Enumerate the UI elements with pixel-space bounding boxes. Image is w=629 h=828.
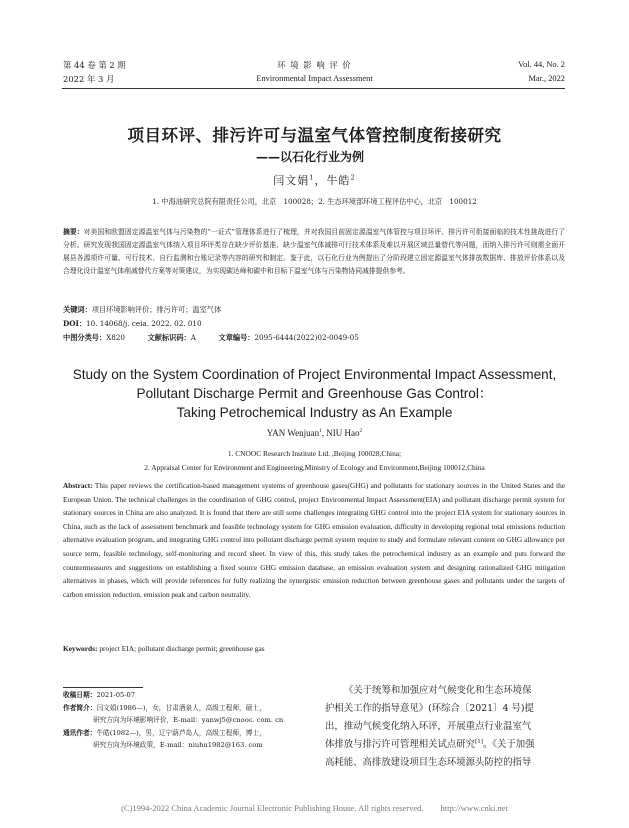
footnotes	[63, 689, 308, 752]
author-2-en: NIU Hao	[326, 428, 360, 438]
header-journal-en: Environmental Impact Assessment	[256, 74, 373, 83]
body-line-5: 高耗能、高排放建设项目生态环境源头防控的指导	[325, 757, 532, 768]
corresponding-author-line-2: 研究方向为环境政策，E-mail：niuhu1982@163. com	[93, 741, 263, 749]
abstract-cn-text: 对美国和欧盟固定源温室气体与污染物的“一证式”管理体系进行了梳理，并对我国目前固定源温室气体管控与项目环评、排污许可衔接面临的技术性挑战进行了分析。研究发现我国固定源温室气体纳入项目环评类存在缺少评价基准、缺少温室气体减排可行技术体系及难以开展区域总量替代等问题，而纳入排污许可则需全面开展县各源项许可量、可行技术、自行监测和台账记录等内容的研究和制定。鉴于此，以石化行业为例提出了分阶段建立固定源温室气体排放数据库、排放评价体系以及合理化设计温室气体削减替代方案等对策建议，为实现碳达峰和碳中和目标下温室气体与污染物协同减排提供参考。	[63, 228, 565, 275]
body-line-3: 出，推动气候变化纳入环评，开展重点行业温室气	[325, 721, 532, 732]
affiliation-en-line-2: 2. Appraisal Center for Environment and Engineering,Ministry of Ecology and Environment,Beijing 100012,China	[144, 463, 485, 472]
title-en-line-1: Study on the System Coordination of Project Environmental Impact Assessment,	[72, 367, 557, 382]
article-number-value: 2095-6444(2022)02-0049-05	[254, 333, 359, 342]
abstract-cn	[63, 226, 565, 278]
article-number-label: 文章编号：	[218, 333, 255, 342]
keywords-en-text: project EIA; pollutant discharge permit; greenhouse gas	[99, 644, 265, 653]
clc-label: 中图分类号：	[63, 333, 107, 342]
received-value: 2021-05-07	[96, 691, 135, 699]
authors-en	[0, 428, 629, 438]
body-line-2: 护相关工作的指导意见》(环综合〔2021〕4 号)提	[325, 703, 534, 714]
author-1-cn: 闫文娟	[273, 174, 310, 187]
header-volume-en: Vol. 44, No. 2	[518, 60, 565, 69]
author-2-en-affil: 2	[359, 428, 363, 434]
abstract-en-label: Abstract:	[63, 481, 93, 490]
header-volume-cn: 第 44 卷 第 2 期	[63, 60, 126, 70]
doc-code-label: 文献标识码：	[147, 333, 191, 342]
author-bio	[63, 702, 308, 715]
body-line-4-end: 。《关于加强	[482, 739, 535, 750]
abstract-en	[63, 479, 565, 601]
keywords-en	[63, 644, 265, 653]
author-1-en: YAN Wenjuan	[266, 428, 320, 438]
authors-cn	[0, 172, 629, 188]
affiliation-en-line-1: 1. CNOOC Research Institute Ltd. ,Beijing 100028,China;	[227, 449, 402, 458]
received-label: 收稿日期：	[63, 691, 97, 699]
header-date-cn: 2022 年 3 月	[63, 74, 115, 84]
keywords-en-label: Keywords:	[63, 644, 98, 653]
keywords-cn-label: 关键词：	[63, 305, 92, 314]
title-en-line-3: Taking Petrochemical Industry as An Example	[176, 405, 453, 420]
abstract-en-text: This paper reviews the certification-based management systems of greenhouse gases(GHG) and pollutants for stationary sources in the United States and the European Union. The technical challenges in the coordination of GHG control, project Environmental Impact Assessment(EIA) and pollutant discharge permit system for stationary sources in China are also analyzed. It is found that there are still some challenges integrating GHG control into the project EIA system for stationary sources in China, such as the lack of assessment benchmark and feasible technology system for GHG emission evaluation, difficulty in developing regional total emissions reduction alternative evaluation program, and integrating GHG control into pollutant discharge permit system require to study and formulate relevant content on GHG allowance per source term, feasible technology, self-monitoring and record sheet. In view of this, this study takes the petrochemical industry as an example and puts forward the countermeasures and suggestions on establishing a fixed source GHG emission database, an emission evaluation system and designing rationalized GHG mitigation alternatives in phases, which will provide references for fully realizing the synergistic emission reduction between greenhouse gases and pollutants under the targets of carbon emission reduction, emission peak and carbon neutrality.	[63, 481, 565, 599]
abstract-cn-label: 摘要：	[63, 228, 84, 236]
keywords-cn	[63, 304, 221, 315]
subtitle-cn: ——以石化行业为例	[256, 150, 365, 164]
doi-text: 10. 14068/j. ceia. 2022. 02. 010	[86, 319, 202, 328]
doc-code-value: A	[190, 333, 196, 342]
classification-line	[63, 332, 565, 343]
author-1-cn-affil: 1	[309, 173, 315, 182]
authors-en-separator: ,	[321, 428, 327, 438]
author-bio-line-1: 闫文娟(1986—)，女，甘肃酒泉人，高级工程师，硕士，	[96, 703, 266, 712]
title-cn: 项目环评、排污许可与温室气体管控制度衔接研究	[127, 126, 502, 145]
body-line-4	[325, 736, 565, 754]
body-line-4-start: 体排放与排污许可管理相关试点研究	[325, 739, 476, 750]
copyright-footer: (C)1994-2022 China Academic Journal Electronic Publishing House. All rights reserved. http://www.cnki.net	[121, 803, 508, 813]
author-2-cn: 牛皓	[326, 174, 351, 187]
corresponding-author-line-1: 牛皓(1982—)，男，辽宁葫芦岛人，高级工程师，博士，	[96, 728, 266, 737]
affiliation-cn: 1. 中海油研究总院有限责任公司，北京 100028；2. 生态环境部环境工程评估中心，北京 100012	[152, 197, 477, 206]
received-date	[63, 689, 308, 702]
body-line-1: 《关于统筹和加强应对气候变化和生态环境保	[344, 685, 532, 696]
body-text	[325, 682, 565, 772]
clc-value: X820	[106, 333, 125, 342]
header-date-en: Mar., 2022	[528, 74, 565, 83]
citation-ref-1[interactable]: [1]	[475, 738, 483, 745]
keywords-cn-text: 项目环境影响评价；排污许可；温室气体	[91, 305, 222, 314]
author-bio-label: 作者简介：	[63, 703, 97, 712]
title-en-line-2: Pollutant Discharge Permit and Greenhouse Gas Control：	[136, 386, 493, 401]
author-bio-line-2: 研究方向为环境影响评价，E-mail：yanwj5@cnooc. com. cn	[93, 716, 284, 724]
doi	[63, 318, 202, 329]
doi-label: DOI：	[63, 319, 87, 328]
footnote-rule	[63, 687, 143, 688]
corresponding-author-label: 通讯作者：	[63, 728, 97, 737]
header-rule	[62, 88, 565, 89]
author-2-cn-affil: 2	[350, 173, 356, 182]
author-1-en-affil: 1	[319, 428, 322, 434]
corresponding-author	[63, 727, 308, 740]
header-journal-cn: 环 境 影 响 评 价	[277, 60, 352, 70]
authors-cn-separator: ，	[314, 174, 327, 187]
